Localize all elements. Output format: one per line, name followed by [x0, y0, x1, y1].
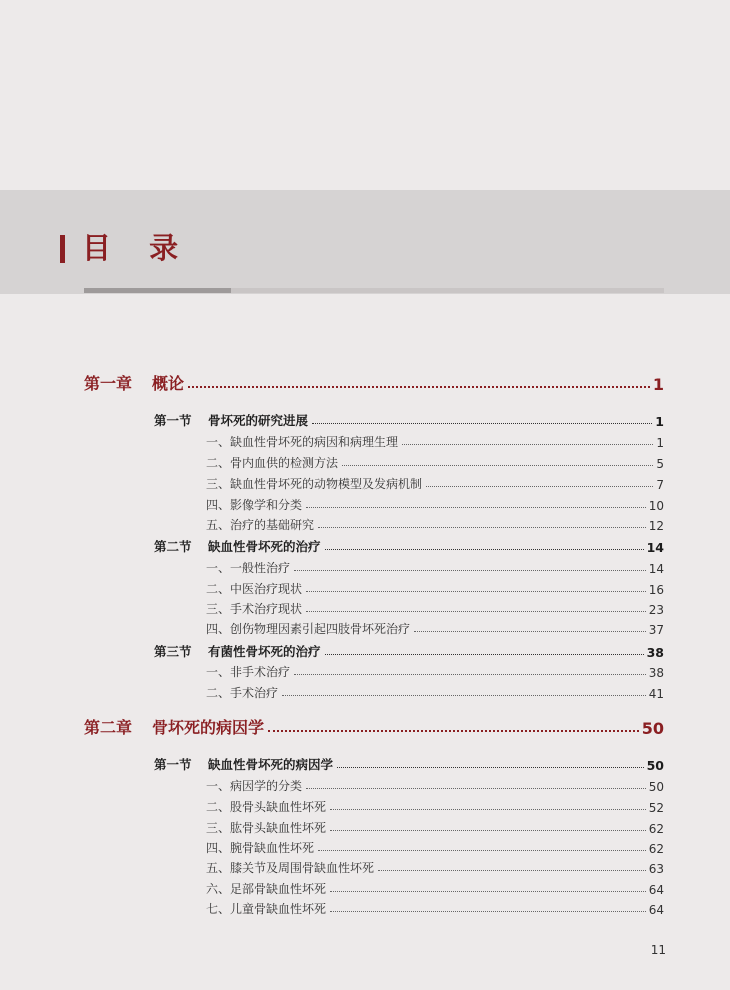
- toc-page-number: 37: [648, 623, 664, 637]
- toc-dot-leader: [402, 444, 653, 445]
- toc-entry-title: 缺血性骨坏死的治疗: [208, 539, 321, 554]
- header-rule-accent: [84, 288, 231, 293]
- page-title: 目 录: [82, 231, 193, 265]
- toc-entry-title: 七、儿童骨缺血性坏死: [206, 902, 327, 916]
- toc-dot-leader: [330, 891, 646, 892]
- toc-entry-title: 五、治疗的基础研究: [206, 518, 315, 532]
- toc-page-number: 64: [648, 903, 664, 917]
- toc-item-row[interactable]: [206, 617, 664, 637]
- toc-dot-leader: [378, 870, 646, 871]
- toc-page-number: 38: [648, 666, 664, 680]
- toc-item-row[interactable]: [206, 877, 664, 897]
- toc-entry-title: 二、中医治疗现状: [206, 582, 303, 596]
- toc-dot-leader: [325, 549, 644, 550]
- toc-dot-leader: [318, 527, 646, 528]
- toc-page-number: 14: [646, 540, 664, 555]
- toc-dot-leader: [330, 911, 646, 912]
- toc-item-row[interactable]: [206, 430, 664, 450]
- toc-dot-leader: [312, 423, 652, 424]
- toc-page-number: 10: [648, 499, 664, 513]
- toc-item-row[interactable]: [206, 795, 664, 815]
- toc-chapter-row[interactable]: [84, 712, 664, 738]
- toc-page-number: 50: [641, 719, 664, 738]
- toc-page-number: 5: [656, 457, 664, 471]
- toc-entry-title: 概论: [152, 374, 185, 393]
- toc-item-row[interactable]: [206, 577, 664, 597]
- title-accent-bar: [60, 235, 65, 263]
- toc-item-row[interactable]: [206, 597, 664, 617]
- toc-item-row[interactable]: [206, 816, 664, 836]
- toc-item-row[interactable]: [206, 681, 664, 701]
- toc-page-number: 50: [648, 780, 664, 794]
- toc-item-row[interactable]: [206, 493, 664, 513]
- toc-item-row[interactable]: [206, 856, 664, 876]
- toc-entry-number: 第一节: [154, 413, 192, 428]
- toc-dot-leader: [318, 850, 646, 851]
- toc-page-number: 52: [648, 801, 664, 815]
- toc-page-number: 64: [648, 883, 664, 897]
- toc-entry-title: 三、缺血性骨坏死的动物模型及发病机制: [206, 477, 423, 491]
- toc-dot-leader: [306, 507, 646, 508]
- toc-dot-leader: [337, 767, 644, 768]
- toc-page-number: 7: [656, 478, 664, 492]
- toc-page-number: 38: [646, 645, 664, 660]
- toc-entry-number: 第一章: [84, 374, 133, 393]
- toc-dot-leader: [330, 809, 646, 810]
- toc-entry-title: 一、缺血性骨坏死的病因和病理生理: [206, 435, 399, 449]
- toc-entry-title: 六、足部骨缺血性坏死: [206, 882, 327, 896]
- toc-page-number: 50: [646, 758, 664, 773]
- toc-item-row[interactable]: [206, 660, 664, 680]
- toc-entry-title: 三、手术治疗现状: [206, 602, 303, 616]
- toc-dot-leader: [188, 386, 650, 388]
- toc-section-row[interactable]: [154, 753, 664, 773]
- toc-page-number: 1: [656, 436, 664, 450]
- toc-dot-leader: [306, 788, 646, 789]
- toc-dot-leader: [414, 631, 646, 632]
- toc-dot-leader: [294, 674, 646, 675]
- toc-entry-title: 四、影像学和分类: [206, 498, 303, 512]
- toc-dot-leader: [268, 730, 639, 732]
- toc-entry-title: 有菌性骨坏死的治疗: [208, 644, 321, 659]
- toc-page-number: 12: [648, 519, 664, 533]
- toc-page-number: 23: [648, 603, 664, 617]
- toc-page-number: 41: [648, 687, 664, 701]
- toc-item-row[interactable]: [206, 472, 664, 492]
- toc-item-row[interactable]: [206, 451, 664, 471]
- toc-page-number: 1: [655, 414, 664, 429]
- toc-page-number: 16: [648, 583, 664, 597]
- toc-page-number: 62: [648, 842, 664, 856]
- toc-dot-leader: [306, 611, 646, 612]
- toc-dot-leader: [294, 570, 646, 571]
- toc-section-row[interactable]: [154, 409, 664, 429]
- toc-entry-number: 第二节: [154, 539, 192, 554]
- toc-entry-number: 第三节: [154, 644, 192, 659]
- toc-entry-title: 骨坏死的病因学: [152, 718, 265, 737]
- toc-item-row[interactable]: [206, 774, 664, 794]
- toc-dot-leader: [325, 654, 644, 655]
- toc-entry-number: 第二章: [84, 718, 133, 737]
- page-number: 11: [650, 943, 666, 957]
- toc-dot-leader: [330, 830, 646, 831]
- toc-dot-leader: [306, 591, 646, 592]
- toc-item-row[interactable]: [206, 513, 664, 533]
- toc-dot-leader: [426, 486, 653, 487]
- toc-item-row[interactable]: [206, 836, 664, 856]
- toc-entry-title: 一、一般性治疗: [206, 561, 291, 575]
- toc-entry-title: 五、膝关节及周围骨缺血性坏死: [206, 861, 375, 875]
- toc-page-number: 14: [648, 562, 664, 576]
- toc-entry-title: 骨坏死的研究进展: [208, 413, 309, 428]
- toc-section-row[interactable]: [154, 640, 664, 660]
- toc-page-number: 1: [652, 375, 664, 394]
- toc-dot-leader: [342, 465, 653, 466]
- toc-section-row[interactable]: [154, 535, 664, 555]
- toc-item-row[interactable]: [206, 556, 664, 576]
- toc-entry-title: 一、病因学的分类: [206, 779, 303, 793]
- toc-entry-title: 二、股骨头缺血性坏死: [206, 800, 327, 814]
- toc-entry-title: 二、骨内血供的检测方法: [206, 456, 339, 470]
- toc-entry-title: 一、非手术治疗: [206, 665, 291, 679]
- toc-entry-title: 三、肱骨头缺血性坏死: [206, 821, 327, 835]
- toc-entry-title: 二、手术治疗: [206, 686, 279, 700]
- toc-page-number: 63: [648, 862, 664, 876]
- toc-entry-number: 第一节: [154, 757, 192, 772]
- toc-dot-leader: [282, 695, 646, 696]
- toc-entry-title: 四、腕骨缺血性坏死: [206, 841, 315, 855]
- toc-chapter-row[interactable]: [84, 368, 664, 394]
- toc-entry-title: 四、创伤物理因素引起四肢骨坏死治疗: [206, 622, 411, 636]
- toc-page-number: 62: [648, 822, 664, 836]
- toc-entry-title: 缺血性骨坏死的病因学: [208, 757, 334, 772]
- toc-item-row[interactable]: [206, 897, 664, 917]
